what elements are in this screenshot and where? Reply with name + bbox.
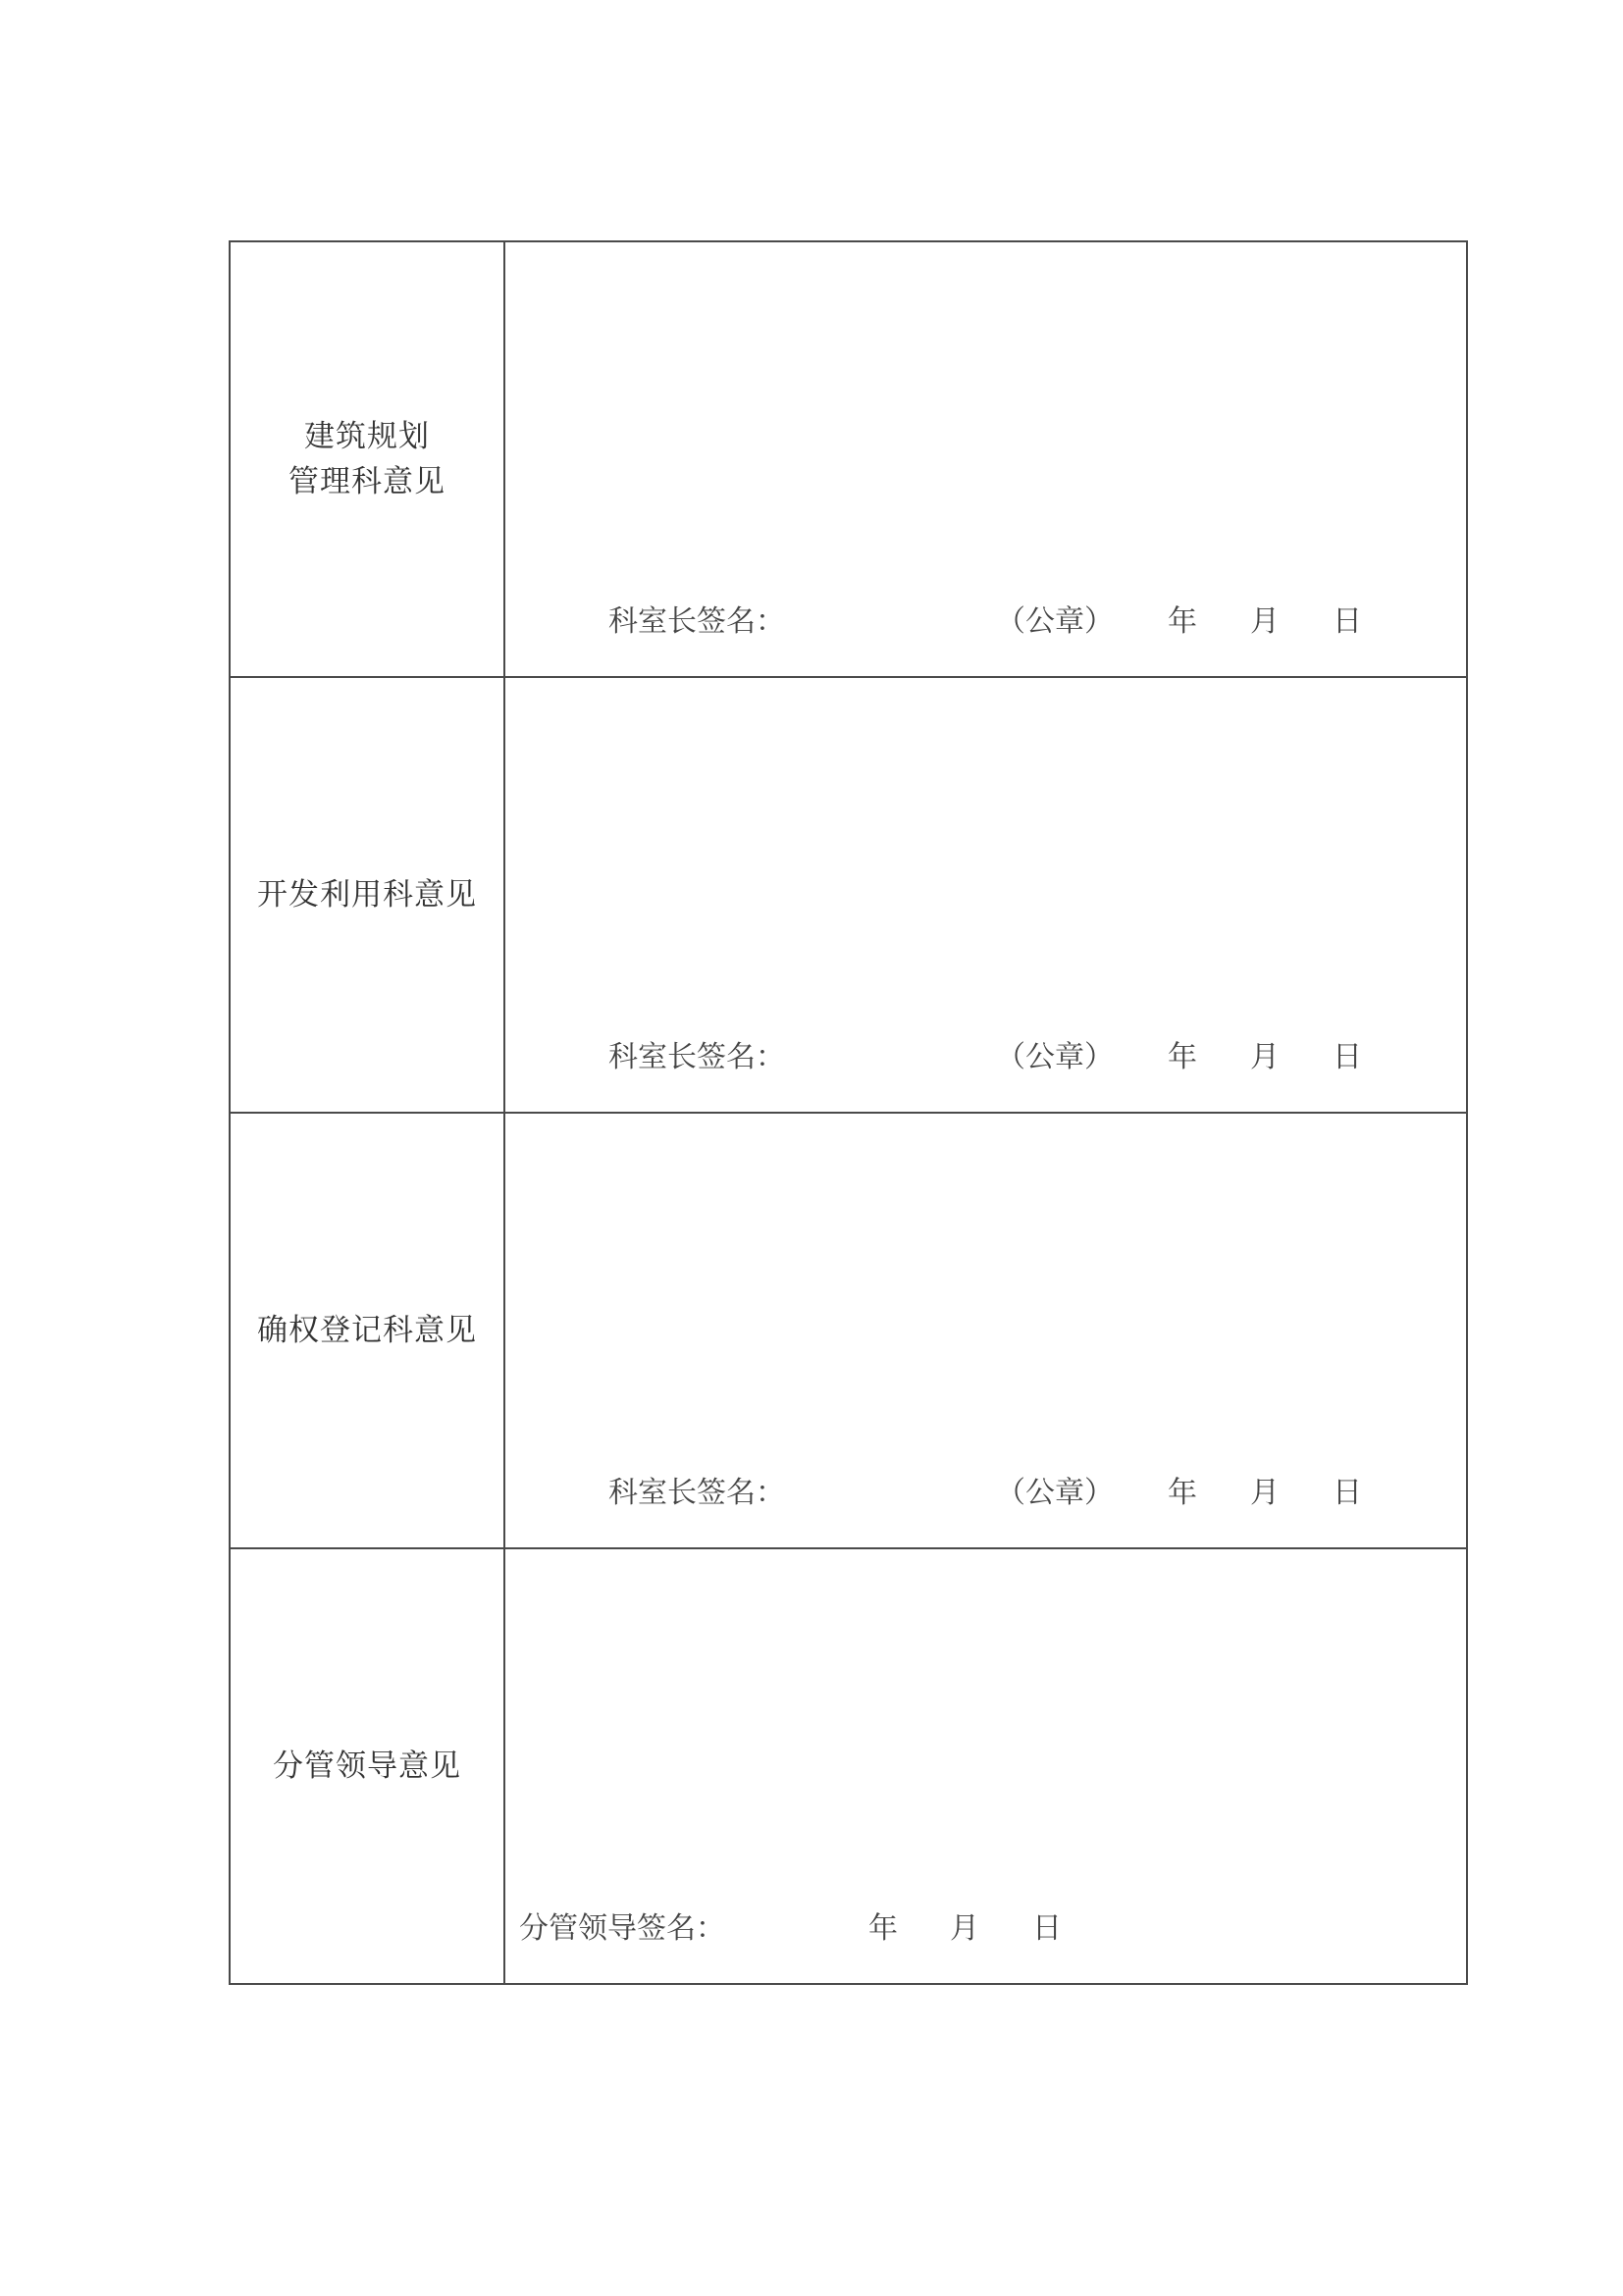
- year-label: 年: [1168, 604, 1197, 639]
- signature-label: 科室长签名：: [608, 1476, 785, 1510]
- form-row-leader: [231, 1549, 1468, 1985]
- row-label-line: 建筑规划: [304, 419, 430, 454]
- month-label: 月: [1250, 1040, 1280, 1074]
- signature-label: 科室长签名：: [608, 1040, 785, 1074]
- month-label: 月: [1250, 604, 1280, 639]
- signature-label: 科室长签名：: [608, 604, 785, 639]
- seal-label: （公章）: [996, 604, 1114, 639]
- seal-label: （公章）: [996, 1476, 1114, 1510]
- day-label: 日: [1333, 1476, 1362, 1510]
- year-label: 年: [1168, 1476, 1197, 1510]
- row-label-line: 管理科意见: [288, 464, 445, 499]
- month-label: 月: [950, 1911, 979, 1946]
- signature-line: [505, 1032, 1466, 1075]
- day-label: 日: [1333, 1040, 1362, 1074]
- day-label: 日: [1333, 604, 1362, 639]
- row-label: [231, 678, 505, 1112]
- signature-line: [505, 597, 1466, 640]
- signature-label: 分管领导签名：: [519, 1911, 725, 1946]
- opinion-field[interactable]: [505, 242, 1468, 676]
- form-row-registration: [231, 1114, 1468, 1549]
- opinion-field[interactable]: [505, 1549, 1468, 1983]
- row-label-line: 开发利用科意见: [257, 877, 477, 913]
- row-label-line: 分管领导意见: [273, 1748, 461, 1784]
- approval-form-table: [229, 240, 1468, 1985]
- row-label: [231, 242, 505, 676]
- opinion-field[interactable]: [505, 1114, 1468, 1547]
- signature-line: [505, 1468, 1466, 1511]
- year-label: 年: [868, 1911, 898, 1946]
- form-row-building-planning: [231, 242, 1468, 678]
- row-label: [231, 1114, 505, 1547]
- row-label-line: 确权登记科意见: [257, 1313, 477, 1348]
- opinion-field[interactable]: [505, 678, 1468, 1112]
- form-row-development: [231, 678, 1468, 1114]
- month-label: 月: [1250, 1476, 1280, 1510]
- day-label: 日: [1032, 1911, 1062, 1946]
- seal-label: （公章）: [996, 1040, 1114, 1074]
- signature-line: [505, 1904, 1466, 1947]
- row-label: [231, 1549, 505, 1983]
- year-label: 年: [1168, 1040, 1197, 1074]
